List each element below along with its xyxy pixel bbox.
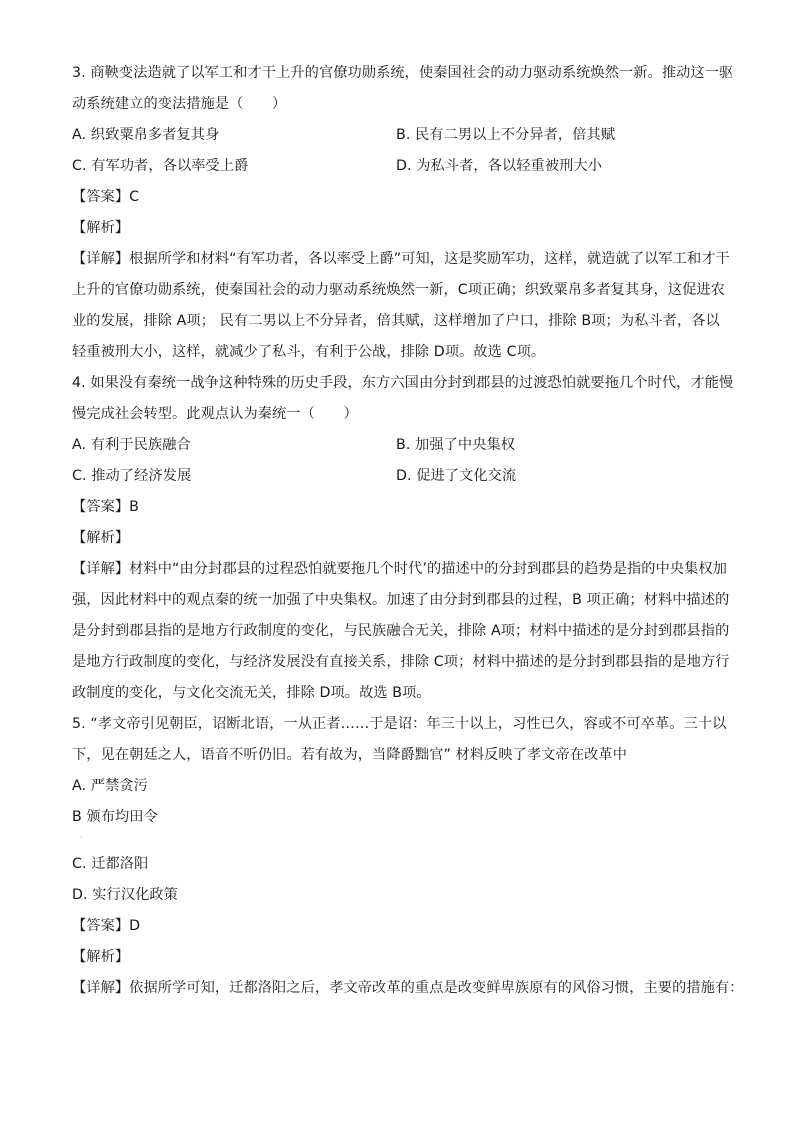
q4-detail-line-4: 是地方行政制度的变化，与经济发展没有直接关系，排除 C项；材料中描述的是分封到郡县指的是地方行 [72, 654, 730, 670]
q5-option-c: C. 迁都洛阳 [72, 856, 149, 872]
q5-answer: 【答案】D [72, 918, 141, 934]
document-page [72, 58, 744, 1004]
q4-option-a: A. 有利于民族融合 [72, 437, 191, 453]
q3-detail-line-3: 业的发展，排除 A项； 民有二男以上不分异者，倍其赋，这样增加了户口，排除 B项；为私斗者，各以 [72, 313, 720, 329]
q3-options-row-1 [72, 120, 738, 151]
q5-detail-line-1: 【详解】依据所学可知，迁都洛阳之后，孝文帝改革的重点是改变鲜卑族原有的风俗习惯，主要的措施有： [72, 980, 744, 996]
q4-answer: 【答案】B [72, 499, 139, 515]
q4-options-row-1 [72, 430, 738, 461]
q3-option-a: A. 织致粟帛多者复其身 [72, 127, 220, 143]
q4-option-c: C. 推动了经济发展 [72, 468, 192, 484]
question-3 [72, 58, 738, 368]
q4-detail-line-5: 政制度的变化，与文化交流无关，排除 D项。故选 B项。 [72, 685, 431, 701]
q4-stem-line-1: 4. 如果没有秦统一战争这种特殊的历史手段，东方六国由分封到郡县的过渡恐怕就要拖几个时代，才能慢 [72, 375, 734, 391]
q5-option-b: B 颁布均田令 [72, 809, 158, 825]
q4-detail-line-2: 强，因此材料中的观点秦的统一加强了中央集权。加速了由分封到郡县的过程，B 项正确；材料中描述的 [72, 592, 730, 608]
q5-analysis-label: 【解析】 [72, 949, 130, 965]
q3-option-d: D. 为私斗者，各以轻重被刑大小 [396, 158, 602, 174]
q5-option-a: A. 严禁贪污 [72, 778, 148, 794]
q4-option-b: B. 加强了中央集权 [396, 437, 516, 453]
q3-detail-line-1: 【详解】根据所学和材料“有军功者，各以率受上爵”可知，这是奖励军功，这样，就造就了以军工和才干 [72, 251, 730, 267]
stray-dot: · [80, 833, 83, 842]
q5-stem-line-2: 下，见在朝廷之人，语音不听仍旧。若有故为，当降爵黜官” 材料反映了孝文帝在改革中 [72, 747, 627, 763]
q3-detail-line-2: 上升的官僚功勋系统，使秦国社会的动力驱动系统焕然一新，C项正确；织致粟帛多者复其身，这促进农 [72, 282, 725, 298]
question-5 [72, 709, 744, 1004]
q3-options-row-2 [72, 151, 738, 182]
q3-stem-line-1: 3. 商鞅变法造就了以军工和才干上升的官僚功勋系统，使秦国社会的动力驱动系统焕然一新。推动这一驱 [72, 65, 734, 81]
question-4 [72, 368, 738, 709]
q4-analysis-label: 【解析】 [72, 530, 130, 546]
q4-stem-line-2: 慢完成社会转型。此观点认为秦统一（ ） [72, 406, 358, 422]
q3-option-b: B. 民有二男以上不分异者，倍其赋 [396, 127, 616, 143]
q5-stem-line-1: 5. “孝文帝引见朝臣，诏断北语，一从正者……于是诏：年三十以上，习性已久，容或不可卒革。三十以 [72, 716, 727, 732]
q3-detail-line-4: 轻重被刑大小，这样，就减少了私斗，有利于公战，排除 D项。故选 C项。 [72, 344, 546, 360]
q3-answer: 【答案】C [72, 189, 140, 205]
q4-detail-line-3: 是分封到郡县指的是地方行政制度的变化，与民族融合无关，排除 A项；材料中描述的是分封到郡县指的 [72, 623, 730, 639]
q3-stem-line-2: 动系统建立的变法措施是（ ） [72, 96, 287, 112]
q4-option-d: D. 促进了文化交流 [396, 468, 517, 484]
q3-option-c: C. 有军功者，各以率受上爵 [72, 158, 249, 174]
q3-analysis-label: 【解析】 [72, 220, 130, 236]
q4-detail-line-1: 【详解】材料中“由分封郡县的过程恐怕就要拖几个时代’的描述中的分封到郡县的趋势是指的中央集权加 [72, 561, 728, 577]
q5-option-d: D. 实行汉化政策 [72, 887, 178, 903]
q4-options-row-2 [72, 461, 738, 492]
